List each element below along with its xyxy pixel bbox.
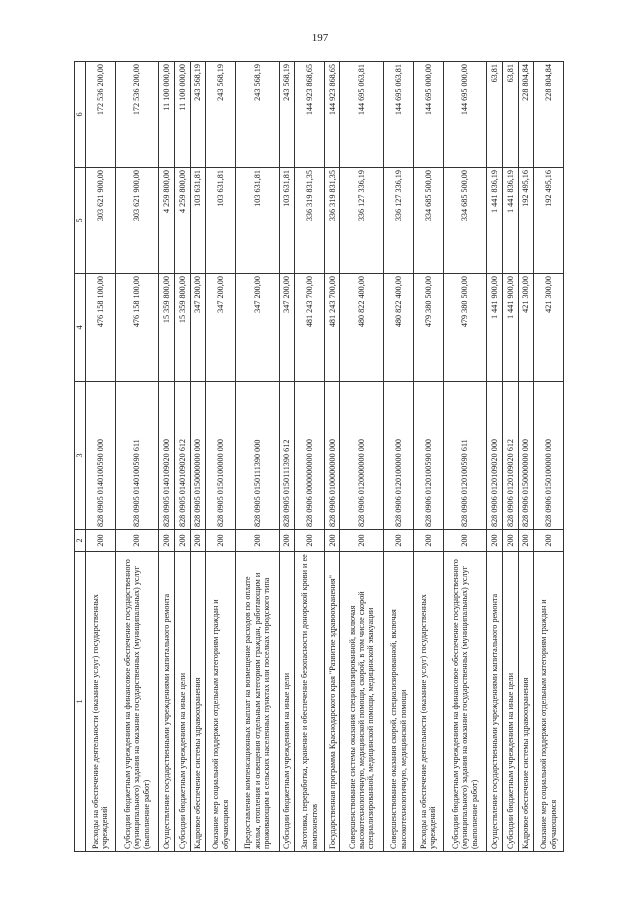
row-code-cell: 200: [295, 530, 325, 552]
row-name-cell: Субсидии бюджетным учреждениям на иные цели: [279, 552, 295, 852]
row-kbk-cell: 828 0905 0150111390 000: [235, 382, 279, 530]
row-value-col5: 334 685 500,00: [443, 168, 487, 274]
row-name-cell: Оказание мер социальной поддержки отдельным категориям граждан и обучающимся: [534, 552, 564, 852]
row-code-cell: 200: [86, 530, 116, 552]
row-value-col6: 172 536 200,00: [86, 62, 116, 168]
row-kbk-cell: 828 0905 0150111390 612: [279, 382, 295, 530]
header-cell-1: 1: [75, 552, 86, 852]
row-kbk-cell: 828 0905 0140109020 000: [159, 382, 175, 530]
row-value-col4: 347 200,00: [206, 274, 236, 382]
row-code-cell: 200: [518, 530, 534, 552]
table-row: [487, 62, 503, 852]
table-row: [384, 62, 414, 852]
row-code-cell: 200: [206, 530, 236, 552]
row-kbk-cell: 828 0906 0150000000 000: [518, 382, 534, 530]
row-value-col5: 336 319 831,35: [324, 168, 340, 274]
row-value-col4: 421 300,00: [518, 274, 534, 382]
row-code-cell: 200: [190, 530, 206, 552]
table-row: [159, 62, 175, 852]
row-name-cell: Совершенствование оказания скорой, специализированной, включая высокотехнологичную, медицинской помощи: [384, 552, 414, 852]
row-value-col6: 63,81: [487, 62, 503, 168]
row-value-col6: 11 100 000,00: [175, 62, 191, 168]
row-value-col4: 1 441 900,00: [502, 274, 518, 382]
row-name-cell: Государственная программа Краснодарского края "Развитие здравоохранения": [324, 552, 340, 852]
row-code-cell: 200: [159, 530, 175, 552]
row-kbk-cell: 828 0905 0140109020 612: [175, 382, 191, 530]
row-value-col5: 103 631,81: [235, 168, 279, 274]
row-code-cell: 200: [115, 530, 159, 552]
rotated-table-container: [74, 62, 564, 852]
row-code-cell: 200: [534, 530, 564, 552]
row-value-col4: 479 380 500,00: [413, 274, 443, 382]
row-kbk-cell: 828 0906 0100000000 000: [324, 382, 340, 530]
row-value-col5: 4 259 800,00: [175, 168, 191, 274]
table-row: [502, 62, 518, 852]
row-kbk-cell: 828 0906 0120100590 611: [443, 382, 487, 530]
row-value-col4: 421 300,00: [534, 274, 564, 382]
row-value-col4: 15 359 800,00: [159, 274, 175, 382]
row-code-cell: 200: [324, 530, 340, 552]
row-value-col5: 103 631,81: [190, 168, 206, 274]
row-value-col5: 103 631,81: [279, 168, 295, 274]
table-row: [235, 62, 279, 852]
row-value-col5: 103 631,81: [206, 168, 236, 274]
table-row: [115, 62, 159, 852]
table-row: [443, 62, 487, 852]
header-cell-5: 5: [75, 168, 86, 274]
row-value-col6: 144 695 063,81: [384, 62, 414, 168]
row-value-col5: 336 127 336,19: [384, 168, 414, 274]
table-row: [175, 62, 191, 852]
row-value-col4: 480 822 400,00: [384, 274, 414, 382]
table-row: [413, 62, 443, 852]
row-code-cell: 200: [443, 530, 487, 552]
table-row: [190, 62, 206, 852]
row-value-col6: 144 923 868,65: [295, 62, 325, 168]
row-kbk-cell: 828 0906 0120100590 000: [413, 382, 443, 530]
row-kbk-cell: 828 0905 0150000000 000: [190, 382, 206, 530]
row-value-col5: 1 441 836,19: [487, 168, 503, 274]
row-name-cell: Расходы на обеспечение деятельности (оказание услуг) государственных учреждений: [413, 552, 443, 852]
row-name-cell: Предоставление компенсационных выплат на возмещение расходов по оплате жилья, отопления и освещения отдельным категориям граждан, работающим и проживающим в сельских населенных пунктах или поселках городского типа: [235, 552, 279, 852]
row-value-col5: 192 495,16: [534, 168, 564, 274]
row-code-cell: 200: [340, 530, 384, 552]
row-value-col6: 228 804,84: [534, 62, 564, 168]
row-name-cell: Оказание мер социальной поддержки отдельным категориям граждан и обучающимся: [206, 552, 236, 852]
row-code-cell: 200: [235, 530, 279, 552]
table-row: [534, 62, 564, 852]
row-value-col6: 144 695 000,00: [413, 62, 443, 168]
row-value-col4: 480 822 400,00: [340, 274, 384, 382]
row-value-col4: 1 441 900,00: [487, 274, 503, 382]
row-name-cell: Кадровое обеспечение системы здравоохранения: [518, 552, 534, 852]
row-name-cell: Осуществление государственными учреждениями капитального ремонта: [159, 552, 175, 852]
row-name-cell: Субсидии бюджетным учреждениям на иные цели: [502, 552, 518, 852]
row-code-cell: 200: [384, 530, 414, 552]
row-kbk-cell: 828 0905 0150100000 000: [206, 382, 236, 530]
row-value-col5: 334 685 500,00: [413, 168, 443, 274]
row-value-col4: 347 200,00: [279, 274, 295, 382]
table-row: [295, 62, 325, 852]
table-row: [86, 62, 116, 852]
budget-table: [74, 61, 564, 852]
row-value-col4: 347 200,00: [235, 274, 279, 382]
row-value-col6: 243 568,19: [206, 62, 236, 168]
table-row: [340, 62, 384, 852]
row-value-col5: 192 495,16: [518, 168, 534, 274]
row-value-col6: 243 568,19: [235, 62, 279, 168]
row-kbk-cell: 828 0906 0120100000 000: [384, 382, 414, 530]
header-cell-2: 2: [75, 530, 86, 552]
header-cell-6: 6: [75, 62, 86, 168]
row-code-cell: 200: [279, 530, 295, 552]
row-code-cell: 200: [502, 530, 518, 552]
row-value-col6: 11 100 000,00: [159, 62, 175, 168]
row-value-col6: 243 568,19: [190, 62, 206, 168]
row-kbk-cell: 828 0905 0140100590 000: [86, 382, 116, 530]
row-code-cell: 200: [175, 530, 191, 552]
header-row: [75, 62, 86, 852]
row-value-col5: 1 441 836,19: [502, 168, 518, 274]
row-value-col4: 15 359 800,00: [175, 274, 191, 382]
row-kbk-cell: 828 0905 0140100590 611: [115, 382, 159, 530]
row-name-cell: Осуществление государственными учреждениями капитального ремонта: [487, 552, 503, 852]
table-row: [206, 62, 236, 852]
row-value-col4: 479 380 500,00: [443, 274, 487, 382]
row-value-col5: 303 621 900,00: [115, 168, 159, 274]
header-cell-3: 3: [75, 382, 86, 530]
row-name-cell: Кадровое обеспечение системы здравоохранения: [190, 552, 206, 852]
row-kbk-cell: 828 0906 0120000000 000: [340, 382, 384, 530]
row-name-cell: Совершенствование системы оказания специализированной, включая высокотехнологичную, медицинской помощи, скорой, в том числе скорой специализированной, медицинской помощи, медицинской эвакуации: [340, 552, 384, 852]
page-number: 197: [311, 32, 329, 44]
row-value-col4: 476 158 100,00: [86, 274, 116, 382]
row-value-col6: 243 568,19: [279, 62, 295, 168]
row-kbk-cell: 828 0906 0120109020 000: [487, 382, 503, 530]
row-code-cell: 200: [413, 530, 443, 552]
row-value-col6: 144 695 063,81: [340, 62, 384, 168]
row-value-col6: 228 804,84: [518, 62, 534, 168]
row-name-cell: Субсидии бюджетным учреждениям на финансовое обеспечение государственного (муниципального) задания на оказание государственных (муниципальных) услуг (выполнение работ): [115, 552, 159, 852]
header-cell-4: 4: [75, 274, 86, 382]
row-value-col6: 144 923 868,65: [324, 62, 340, 168]
row-name-cell: Субсидии бюджетным учреждениям на финансовое обеспечение государственного (муниципального) задания на оказание государственных (муниципальных) услуг (выполнение работ): [443, 552, 487, 852]
row-value-col4: 481 243 700,00: [324, 274, 340, 382]
table-row: [518, 62, 534, 852]
table-row: [279, 62, 295, 852]
row-value-col6: 172 536 200,00: [115, 62, 159, 168]
table-body: [86, 62, 564, 852]
row-name-cell: Субсидии бюджетным учреждениям на иные цели: [175, 552, 191, 852]
row-value-col4: 476 158 100,00: [115, 274, 159, 382]
row-name-cell: Расходы на обеспечение деятельности (оказание услуг) государственных учреждений: [86, 552, 116, 852]
row-value-col5: 336 319 831,35: [295, 168, 325, 274]
row-value-col5: 336 127 336,19: [340, 168, 384, 274]
row-value-col5: 4 259 800,00: [159, 168, 175, 274]
row-value-col4: 481 243 700,00: [295, 274, 325, 382]
row-value-col6: 144 695 000,00: [443, 62, 487, 168]
row-kbk-cell: 828 0906 0150100000 000: [534, 382, 564, 530]
row-kbk-cell: 828 0906 0000000000 000: [295, 382, 325, 530]
row-value-col4: 347 200,00: [190, 274, 206, 382]
row-value-col5: 303 621 900,00: [86, 168, 116, 274]
table-row: [324, 62, 340, 852]
row-name-cell: Заготовка, переработка, хранение и обеспечение безопасности донорской крови и ее компонентов: [295, 552, 325, 852]
row-kbk-cell: 828 0906 0120109020 612: [502, 382, 518, 530]
row-value-col6: 63,81: [502, 62, 518, 168]
row-code-cell: 200: [487, 530, 503, 552]
